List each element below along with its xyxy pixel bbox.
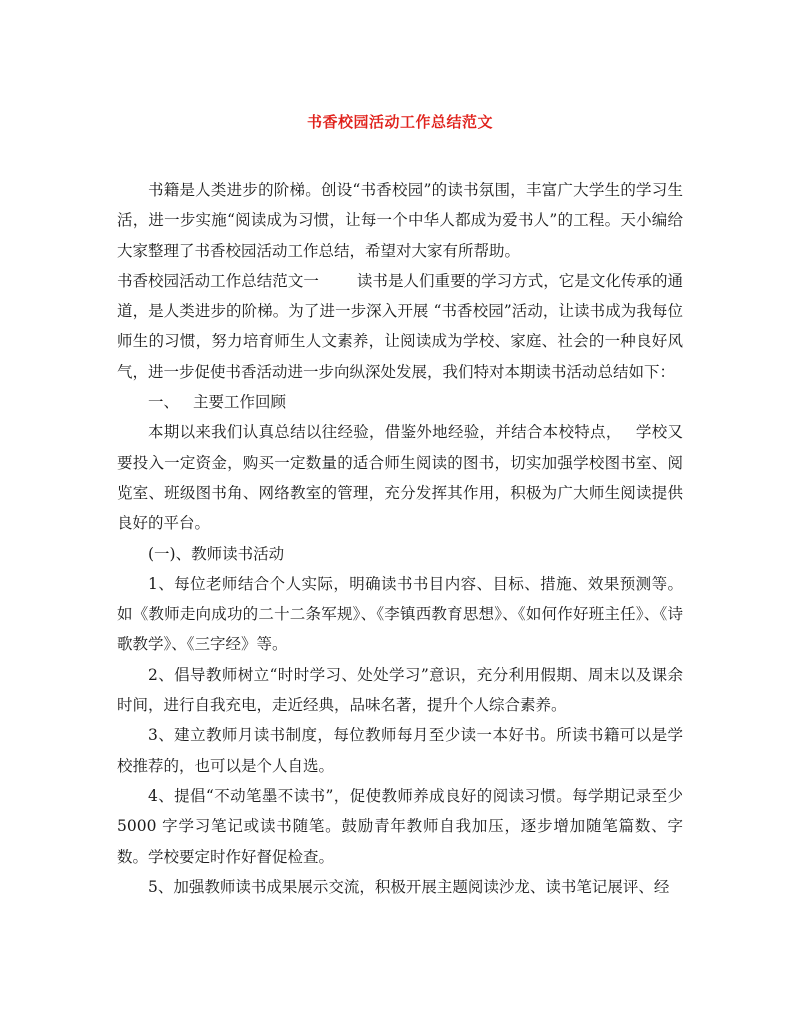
section-heading: 书香校园活动工作总结范文一 (117, 271, 319, 290)
list-item-4: 4、提倡“不动笔墨不读书”，促使教师养成良好的阅读习惯。每学期记录至少 5000 字学习笔记或读书随笔。鼓励青年教师自我加压，逐步增加随笔篇数、字数。学校要定时作好督促检查。 (117, 786, 683, 866)
part1-heading-number: 一、 (148, 393, 180, 412)
part1-heading (117, 387, 683, 417)
list-item-2: 2、倡导教师树立“时时学习、处处学习”意识，充分利用假期、周末以及课余时间，进行自我充电，走近经典，品味名著，提升个人综合素养。 (117, 665, 683, 715)
section-intro: 读书是人们重要的学习方式，它是文化传承的通道，是人类进步的阶梯。为了进一步深入开展 “书香校园”活动，让读书成为我每位师生的习惯，努力培育师生人文素养，让阅读成为学校、家庭、社会的一种良好风气，进一步促使书香活动进一步向纵深处发展，我们特对本期读书活动总结如下： (117, 271, 683, 381)
list-item-1: 1、每位老师结合个人实际，明确读书书目内容、目标、措施、效果预测等。如《教师走向成功的二十二条军规》、《李镇西教育思想》、《如何作好班主任》、《诗歌教学》、《三字经》等。 (117, 574, 683, 654)
part1-text-b: 学校又要投入一定资金，购买一定数量的适合师生阅读的图书，切实加强学校图书室、阅览室、班级图书角、网络教室的管理，充分发挥其作用，积极为广大师生阅读提供良好的平台。 (117, 423, 683, 533)
section-paragraph (117, 266, 683, 387)
part1-text-a: 本期以来我们认真总结以往经验，借鉴外地经验，并结合本校特点， (148, 423, 622, 442)
document-body (117, 175, 683, 902)
list-item-5: 5、加强教师读书成果展示交流，积极开展主题阅读沙龙、读书笔记展评、经 (148, 877, 670, 896)
document-title: 书香校园活动工作总结范文 (306, 113, 493, 131)
intro-paragraph: 书籍是人类进步的阶梯。创设“书香校园”的读书氛围，丰富广大学生的学习生活，进一步实施“阅读成为习惯，让每一个中华人都成为爱书人”的工程。天小编给大家整理了书香校园活动工作总结，希望对大家有所帮助。 (117, 181, 683, 260)
list-item-3: 3、建立教师月读书制度，每位教师每月至少读一本好书。所读书籍可以是学校推荐的，也可以是个人自选。 (117, 726, 683, 775)
sub1-heading: (一)、教师读书活动 (148, 544, 285, 563)
part1-paragraph (117, 417, 683, 538)
part1-heading-text: 主要工作回顾 (193, 393, 287, 412)
